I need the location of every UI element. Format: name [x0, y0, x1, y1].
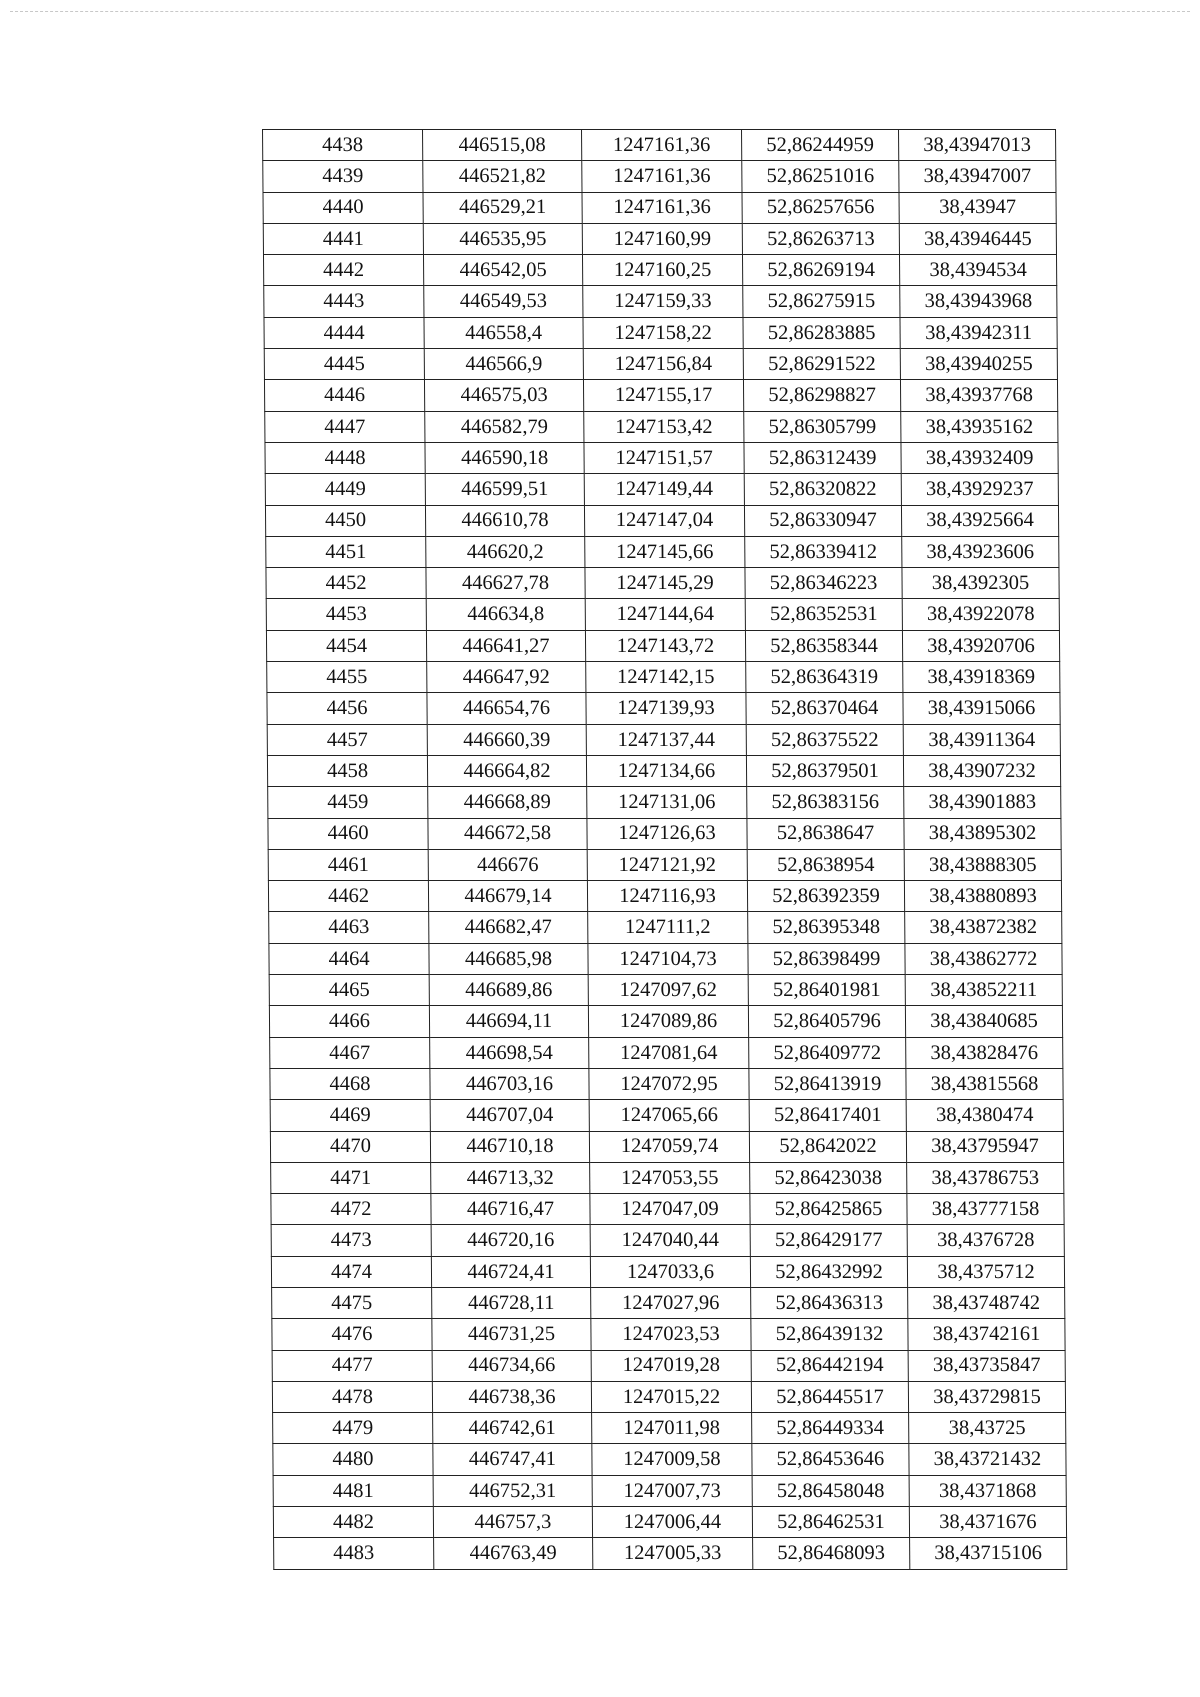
point-number-cell: 4461 — [268, 849, 428, 880]
y-coordinate-cell: 1247159,33 — [583, 286, 743, 317]
table-row — [273, 1444, 1066, 1475]
latitude-cell: 52,86439132 — [751, 1319, 908, 1350]
latitude-cell: 52,86405796 — [748, 1006, 905, 1037]
latitude-cell: 52,86298827 — [743, 380, 900, 411]
table-row — [268, 787, 1061, 818]
latitude-cell: 52,8638647 — [747, 818, 904, 849]
latitude-cell: 52,8642022 — [749, 1131, 906, 1162]
x-coordinate-cell: 446558,4 — [424, 317, 583, 348]
longitude-cell: 38,4380474 — [906, 1100, 1063, 1131]
longitude-cell: 38,43946445 — [899, 223, 1056, 254]
x-coordinate-cell: 446582,79 — [425, 411, 584, 442]
point-number-cell: 4440 — [263, 192, 423, 223]
y-coordinate-cell: 1247040,44 — [590, 1225, 750, 1256]
y-coordinate-cell: 1247139,93 — [586, 693, 746, 724]
table-row — [269, 975, 1062, 1006]
point-number-cell: 4452 — [266, 568, 426, 599]
latitude-cell: 52,86283885 — [743, 317, 900, 348]
x-coordinate-cell: 446542,05 — [423, 255, 582, 286]
latitude-cell: 52,86370464 — [746, 693, 903, 724]
point-number-cell: 4476 — [272, 1319, 432, 1350]
longitude-cell: 38,4375712 — [907, 1256, 1064, 1287]
latitude-cell: 52,86458048 — [752, 1475, 909, 1506]
y-coordinate-cell: 1247007,73 — [592, 1475, 752, 1506]
table-row — [266, 599, 1059, 630]
point-number-cell: 4477 — [272, 1350, 432, 1381]
y-coordinate-cell: 1247145,66 — [585, 536, 745, 567]
table-row — [274, 1538, 1067, 1569]
table-row — [272, 1319, 1065, 1350]
table-row — [266, 536, 1059, 567]
x-coordinate-cell: 446707,04 — [430, 1100, 589, 1131]
y-coordinate-cell: 1247097,62 — [588, 975, 748, 1006]
point-number-cell: 4475 — [272, 1287, 432, 1318]
point-number-cell: 4438 — [263, 130, 423, 161]
table-row — [266, 568, 1059, 599]
latitude-cell: 52,86449334 — [752, 1413, 909, 1444]
latitude-cell: 52,86358344 — [745, 630, 902, 661]
table-row — [263, 130, 1056, 161]
y-coordinate-cell: 1247147,04 — [584, 505, 744, 536]
table-row — [264, 380, 1057, 411]
longitude-cell: 38,43947007 — [899, 161, 1056, 192]
point-number-cell: 4480 — [273, 1444, 433, 1475]
point-number-cell: 4446 — [264, 380, 424, 411]
x-coordinate-cell: 446521,82 — [423, 161, 582, 192]
point-number-cell: 4473 — [271, 1225, 431, 1256]
latitude-cell: 52,86291522 — [743, 349, 900, 380]
longitude-cell: 38,43925664 — [901, 505, 1058, 536]
table-row — [272, 1350, 1065, 1381]
latitude-cell: 52,86453646 — [752, 1444, 909, 1475]
x-coordinate-cell: 446720,16 — [431, 1225, 590, 1256]
longitude-cell: 38,43715106 — [910, 1538, 1067, 1569]
table-row — [265, 505, 1058, 536]
latitude-cell: 52,86379501 — [746, 755, 903, 786]
latitude-cell: 52,86398499 — [748, 943, 905, 974]
latitude-cell: 52,86375522 — [746, 724, 903, 755]
table-row — [268, 849, 1061, 880]
table-row — [268, 818, 1061, 849]
table-row — [265, 474, 1058, 505]
point-number-cell: 4445 — [264, 349, 424, 380]
table-row — [273, 1413, 1066, 1444]
latitude-cell: 52,86251016 — [742, 161, 899, 192]
table-row — [270, 1131, 1063, 1162]
table-row — [264, 286, 1057, 317]
point-number-cell: 4472 — [271, 1194, 431, 1225]
table-row — [267, 724, 1060, 755]
longitude-cell: 38,43725 — [909, 1413, 1066, 1444]
table-row — [265, 411, 1058, 442]
y-coordinate-cell: 1247161,36 — [582, 130, 742, 161]
point-number-cell: 4456 — [267, 693, 427, 724]
point-number-cell: 4441 — [263, 223, 423, 254]
y-coordinate-cell: 1247161,36 — [582, 192, 742, 223]
y-coordinate-cell: 1247006,44 — [592, 1507, 752, 1538]
x-coordinate-cell: 446590,18 — [425, 442, 584, 473]
point-number-cell: 4465 — [269, 975, 429, 1006]
latitude-cell: 52,86244959 — [742, 130, 899, 161]
latitude-cell: 52,86417401 — [749, 1100, 906, 1131]
table-row — [263, 161, 1056, 192]
y-coordinate-cell: 1247005,33 — [593, 1538, 753, 1569]
latitude-cell: 52,86462531 — [752, 1507, 909, 1538]
point-number-cell: 4442 — [263, 255, 423, 286]
longitude-cell: 38,43735847 — [908, 1350, 1065, 1381]
x-coordinate-cell: 446682,47 — [429, 912, 588, 943]
latitude-cell: 52,86263713 — [742, 223, 899, 254]
x-coordinate-cell: 446599,51 — [425, 474, 584, 505]
latitude-cell: 52,86352531 — [745, 599, 902, 630]
table-row — [270, 1037, 1063, 1068]
x-coordinate-cell: 446620,2 — [426, 536, 585, 567]
x-coordinate-cell: 446763,49 — [434, 1538, 593, 1569]
latitude-cell: 52,86409772 — [749, 1037, 906, 1068]
longitude-cell: 38,43922078 — [902, 599, 1059, 630]
point-number-cell: 4454 — [266, 630, 426, 661]
latitude-cell: 52,86269194 — [742, 255, 899, 286]
latitude-cell: 52,86330947 — [744, 505, 901, 536]
y-coordinate-cell: 1247134,66 — [586, 755, 746, 786]
longitude-cell: 38,4394534 — [899, 255, 1056, 286]
longitude-cell: 38,43862772 — [905, 943, 1062, 974]
point-number-cell: 4447 — [265, 411, 425, 442]
y-coordinate-cell: 1247065,66 — [589, 1100, 749, 1131]
table-row — [263, 255, 1056, 286]
x-coordinate-cell: 446713,32 — [431, 1162, 590, 1193]
y-coordinate-cell: 1247011,98 — [592, 1413, 752, 1444]
point-number-cell: 4467 — [270, 1037, 430, 1068]
latitude-cell: 52,86436313 — [751, 1287, 908, 1318]
table-row — [271, 1194, 1064, 1225]
longitude-cell: 38,4371676 — [909, 1507, 1066, 1538]
latitude-cell: 52,86320822 — [744, 474, 901, 505]
x-coordinate-cell: 446610,78 — [425, 505, 584, 536]
latitude-cell: 52,86468093 — [753, 1538, 910, 1569]
longitude-cell: 38,43888305 — [904, 849, 1061, 880]
latitude-cell: 52,86442194 — [751, 1350, 908, 1381]
y-coordinate-cell: 1247137,44 — [586, 724, 746, 755]
longitude-cell: 38,43742161 — [908, 1319, 1065, 1350]
y-coordinate-cell: 1247153,42 — [584, 411, 744, 442]
longitude-cell: 38,43748742 — [908, 1287, 1065, 1318]
longitude-cell: 38,43911364 — [903, 724, 1060, 755]
x-coordinate-cell: 446752,31 — [433, 1475, 592, 1506]
y-coordinate-cell: 1247156,84 — [583, 349, 743, 380]
x-coordinate-cell: 446641,27 — [426, 630, 585, 661]
latitude-cell: 52,86364319 — [746, 662, 903, 693]
x-coordinate-cell: 446566,9 — [424, 349, 583, 380]
y-coordinate-cell: 1247160,99 — [582, 223, 742, 254]
latitude-cell: 52,86392359 — [747, 881, 904, 912]
table-row — [269, 1006, 1062, 1037]
x-coordinate-cell: 446647,92 — [427, 662, 586, 693]
point-number-cell: 4444 — [264, 317, 424, 348]
y-coordinate-cell: 1247144,64 — [585, 599, 745, 630]
y-coordinate-cell: 1247121,92 — [587, 849, 747, 880]
latitude-cell: 52,86339412 — [745, 536, 902, 567]
longitude-cell: 38,43923606 — [902, 536, 1059, 567]
latitude-cell: 52,86305799 — [744, 411, 901, 442]
point-number-cell: 4451 — [266, 536, 426, 567]
table-row — [268, 881, 1061, 912]
x-coordinate-cell: 446660,39 — [427, 724, 586, 755]
table-row — [272, 1287, 1065, 1318]
longitude-cell: 38,43840685 — [905, 1006, 1062, 1037]
latitude-cell: 52,8638954 — [747, 849, 904, 880]
longitude-cell: 38,43880893 — [904, 881, 1061, 912]
x-coordinate-cell: 446668,89 — [428, 787, 587, 818]
longitude-cell: 38,4376728 — [907, 1225, 1064, 1256]
x-coordinate-cell: 446716,47 — [431, 1194, 590, 1225]
point-number-cell: 4481 — [273, 1475, 433, 1506]
latitude-cell: 52,86413919 — [749, 1068, 906, 1099]
longitude-cell: 38,43721432 — [909, 1444, 1066, 1475]
latitude-cell: 52,86401981 — [748, 975, 905, 1006]
latitude-cell: 52,86425865 — [750, 1194, 907, 1225]
y-coordinate-cell: 1247149,44 — [584, 474, 744, 505]
point-number-cell: 4479 — [273, 1413, 433, 1444]
y-coordinate-cell: 1247142,15 — [586, 662, 746, 693]
longitude-cell: 38,43907232 — [903, 755, 1060, 786]
x-coordinate-cell: 446627,78 — [426, 568, 585, 599]
longitude-cell: 38,4392305 — [902, 568, 1059, 599]
longitude-cell: 38,43920706 — [902, 630, 1059, 661]
y-coordinate-cell: 1247047,09 — [590, 1194, 750, 1225]
longitude-cell: 38,43929237 — [901, 474, 1058, 505]
table-row — [263, 192, 1056, 223]
longitude-cell: 38,43935162 — [901, 411, 1058, 442]
x-coordinate-cell: 446757,3 — [433, 1507, 592, 1538]
longitude-cell: 38,43942311 — [900, 317, 1057, 348]
y-coordinate-cell: 1247072,95 — [589, 1068, 749, 1099]
longitude-cell: 38,43777158 — [907, 1194, 1064, 1225]
x-coordinate-cell: 446734,66 — [432, 1350, 591, 1381]
latitude-cell: 52,86346223 — [745, 568, 902, 599]
table-row — [270, 1100, 1063, 1131]
table-row — [273, 1507, 1066, 1538]
latitude-cell: 52,86383156 — [747, 787, 904, 818]
point-number-cell: 4459 — [268, 787, 428, 818]
x-coordinate-cell: 446724,41 — [431, 1256, 590, 1287]
scan-border-line — [10, 11, 1190, 12]
latitude-cell: 52,86445517 — [751, 1381, 908, 1412]
y-coordinate-cell: 1247111,2 — [588, 912, 748, 943]
point-number-cell: 4474 — [271, 1256, 431, 1287]
latitude-cell: 52,86423038 — [750, 1162, 907, 1193]
table-row — [266, 630, 1059, 661]
y-coordinate-cell: 1247160,25 — [582, 255, 742, 286]
longitude-cell: 38,43915066 — [903, 693, 1060, 724]
point-number-cell: 4483 — [274, 1538, 434, 1569]
longitude-cell: 38,43729815 — [908, 1381, 1065, 1412]
longitude-cell: 38,43828476 — [906, 1037, 1063, 1068]
longitude-cell: 38,43872382 — [905, 912, 1062, 943]
x-coordinate-cell: 446634,8 — [426, 599, 585, 630]
y-coordinate-cell: 1247116,93 — [587, 881, 747, 912]
latitude-cell: 52,86312439 — [744, 442, 901, 473]
x-coordinate-cell: 446515,08 — [423, 130, 582, 161]
longitude-cell: 38,43943968 — [900, 286, 1057, 317]
point-number-cell: 4466 — [269, 1006, 429, 1037]
longitude-cell: 38,43795947 — [906, 1131, 1063, 1162]
point-number-cell: 4455 — [267, 662, 427, 693]
point-number-cell: 4469 — [270, 1100, 430, 1131]
longitude-cell: 38,43895302 — [904, 818, 1061, 849]
table-row — [265, 442, 1058, 473]
y-coordinate-cell: 1247089,86 — [588, 1006, 748, 1037]
y-coordinate-cell: 1247081,64 — [589, 1037, 749, 1068]
x-coordinate-cell: 446747,41 — [433, 1444, 592, 1475]
y-coordinate-cell: 1247053,55 — [590, 1162, 750, 1193]
point-number-cell: 4463 — [269, 912, 429, 943]
longitude-cell: 38,43947 — [899, 192, 1056, 223]
point-number-cell: 4449 — [265, 474, 425, 505]
point-number-cell: 4439 — [263, 161, 423, 192]
table-row — [271, 1256, 1064, 1287]
longitude-cell: 38,43815568 — [906, 1068, 1063, 1099]
point-number-cell: 4478 — [272, 1381, 432, 1412]
y-coordinate-cell: 1247145,29 — [585, 568, 745, 599]
point-number-cell: 4464 — [269, 943, 429, 974]
y-coordinate-cell: 1247104,73 — [588, 943, 748, 974]
y-coordinate-cell: 1247023,53 — [591, 1319, 751, 1350]
x-coordinate-cell: 446679,14 — [428, 881, 587, 912]
coordinates-table-body — [263, 130, 1067, 1570]
longitude-cell: 38,43918369 — [903, 662, 1060, 693]
point-number-cell: 4460 — [268, 818, 428, 849]
x-coordinate-cell: 446731,25 — [432, 1319, 591, 1350]
table-row — [271, 1225, 1064, 1256]
x-coordinate-cell: 446664,82 — [427, 755, 586, 786]
table-row — [269, 943, 1062, 974]
point-number-cell: 4462 — [268, 881, 428, 912]
point-number-cell: 4457 — [267, 724, 427, 755]
latitude-cell: 52,86257656 — [742, 192, 899, 223]
point-number-cell: 4448 — [265, 442, 425, 473]
latitude-cell: 52,86395348 — [748, 912, 905, 943]
longitude-cell: 38,43937768 — [900, 380, 1057, 411]
latitude-cell: 52,86429177 — [750, 1225, 907, 1256]
point-number-cell: 4453 — [266, 599, 426, 630]
point-number-cell: 4443 — [264, 286, 424, 317]
table-row — [267, 662, 1060, 693]
longitude-cell: 38,43947013 — [899, 130, 1056, 161]
x-coordinate-cell: 446728,11 — [432, 1287, 591, 1318]
latitude-cell: 52,86432992 — [750, 1256, 907, 1287]
point-number-cell: 4471 — [271, 1162, 431, 1193]
x-coordinate-cell: 446738,36 — [432, 1381, 591, 1412]
y-coordinate-cell: 1247158,22 — [583, 317, 743, 348]
y-coordinate-cell: 1247027,96 — [591, 1287, 751, 1318]
table-row — [267, 755, 1060, 786]
longitude-cell: 38,43932409 — [901, 442, 1058, 473]
y-coordinate-cell: 1247131,06 — [587, 787, 747, 818]
x-coordinate-cell: 446742,61 — [433, 1413, 592, 1444]
longitude-cell: 38,43852211 — [905, 975, 1062, 1006]
y-coordinate-cell: 1247126,63 — [587, 818, 747, 849]
point-number-cell: 4468 — [270, 1068, 430, 1099]
y-coordinate-cell: 1247009,58 — [592, 1444, 752, 1475]
table-row — [269, 912, 1062, 943]
table-row — [263, 223, 1056, 254]
y-coordinate-cell: 1247151,57 — [584, 442, 744, 473]
table-row — [267, 693, 1060, 724]
x-coordinate-cell: 446575,03 — [424, 380, 583, 411]
point-number-cell: 4482 — [273, 1507, 433, 1538]
x-coordinate-cell: 446672,58 — [428, 818, 587, 849]
y-coordinate-cell: 1247019,28 — [591, 1350, 751, 1381]
longitude-cell: 38,43940255 — [900, 349, 1057, 380]
point-number-cell: 4470 — [270, 1131, 430, 1162]
x-coordinate-cell: 446710,18 — [430, 1131, 589, 1162]
longitude-cell: 38,43901883 — [904, 787, 1061, 818]
x-coordinate-cell: 446694,11 — [429, 1006, 588, 1037]
x-coordinate-cell: 446703,16 — [430, 1068, 589, 1099]
x-coordinate-cell: 446685,98 — [429, 943, 588, 974]
point-number-cell: 4458 — [267, 755, 427, 786]
x-coordinate-cell: 446549,53 — [424, 286, 583, 317]
point-number-cell: 4450 — [265, 505, 425, 536]
longitude-cell: 38,43786753 — [907, 1162, 1064, 1193]
table-row — [264, 317, 1057, 348]
y-coordinate-cell: 1247155,17 — [583, 380, 743, 411]
y-coordinate-cell: 1247161,36 — [582, 161, 742, 192]
y-coordinate-cell: 1247015,22 — [591, 1381, 751, 1412]
x-coordinate-cell: 446698,54 — [430, 1037, 589, 1068]
x-coordinate-cell: 446689,86 — [429, 975, 588, 1006]
table-row — [272, 1381, 1065, 1412]
coordinates-table — [262, 129, 1067, 1570]
x-coordinate-cell: 446654,76 — [427, 693, 586, 724]
y-coordinate-cell: 1247033,6 — [590, 1256, 750, 1287]
longitude-cell: 38,4371868 — [909, 1475, 1066, 1506]
x-coordinate-cell: 446676 — [428, 849, 587, 880]
table-row — [270, 1068, 1063, 1099]
y-coordinate-cell: 1247143,72 — [585, 630, 745, 661]
x-coordinate-cell: 446535,95 — [423, 223, 582, 254]
table-row — [273, 1475, 1066, 1506]
x-coordinate-cell: 446529,21 — [423, 192, 582, 223]
table-row — [264, 349, 1057, 380]
table-row — [271, 1162, 1064, 1193]
latitude-cell: 52,86275915 — [743, 286, 900, 317]
y-coordinate-cell: 1247059,74 — [589, 1131, 749, 1162]
